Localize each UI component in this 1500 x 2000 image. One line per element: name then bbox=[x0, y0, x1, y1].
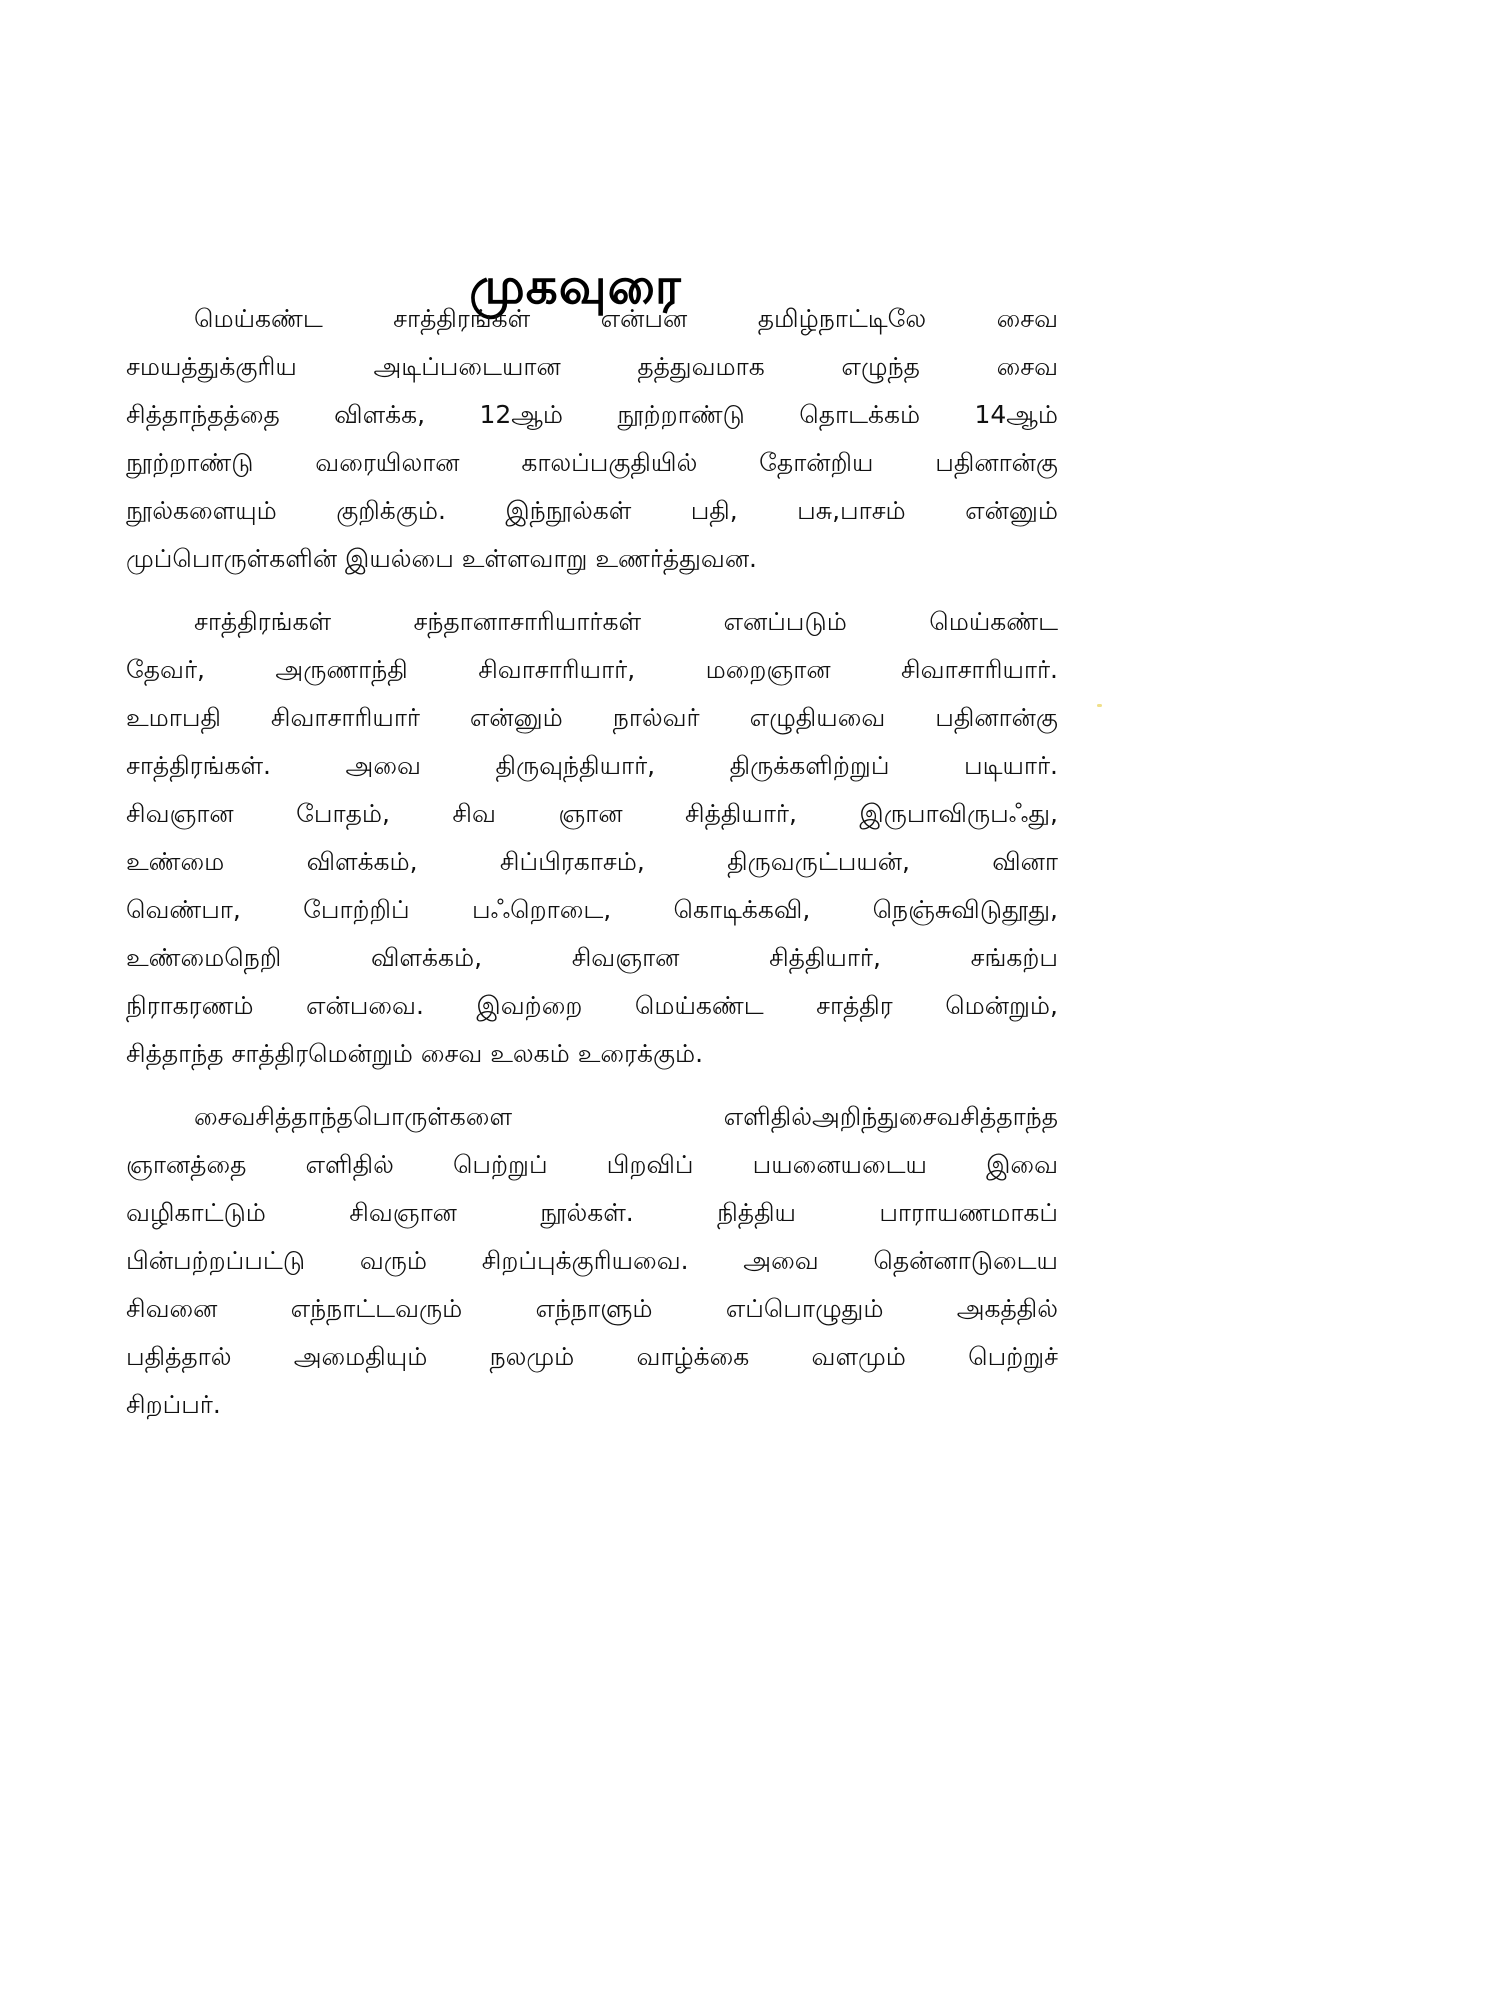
text-line: சித்தாந்த சாத்திரமென்றும் சைவ உலகம் உரைக்கும். bbox=[126, 1039, 704, 1068]
text-line: சாத்திரங்கள். அவை திருவுந்தியார், திருக்களிற்றுப் படியார். bbox=[126, 751, 1058, 780]
page-title: முகவுரை bbox=[469, 256, 682, 315]
text-line: வெண்பா, போற்றிப் பஃறொடை, கொடிக்கவி, நெஞ்சுவிடுதூது, bbox=[126, 895, 1058, 924]
text-line: உமாபதி சிவாசாரியார் என்னும் நால்வர் எழுதியவை பதினான்கு bbox=[126, 703, 1058, 732]
text-line: சமயத்துக்குரிய அடிப்படையான தத்துவமாக எழுந்த சைவ bbox=[126, 352, 1058, 381]
paragraph-1 bbox=[126, 295, 1058, 583]
text-line: மெய்கண்ட சாத்திரங்கள் என்பன தமிழ்நாட்டிலே சைவ bbox=[194, 304, 1058, 333]
paragraph-2 bbox=[126, 598, 1058, 1078]
text-line: முப்பொருள்களின் இயல்பை உள்ளவாறு உணர்த்துவன. bbox=[126, 544, 758, 573]
text-line: ஞானத்தை எளிதில் பெற்றுப் பிறவிப் பயனையடைய இவை bbox=[126, 1150, 1058, 1179]
text-line: சைவசித்தாந்தபொருள்களை எளிதில்அறிந்துசைவசித்தாந்த bbox=[194, 1102, 1058, 1131]
text-line: வழிகாட்டும் சிவஞான நூல்கள். நித்திய பாராயணமாகப் bbox=[126, 1198, 1058, 1227]
text-line: சிறப்பர். bbox=[126, 1390, 221, 1419]
text-line: நூற்றாண்டு வரையிலான காலப்பகுதியில் தோன்றிய பதினான்கு bbox=[126, 448, 1058, 477]
text-line: தேவர், அருணாந்தி சிவாசாரியார், மறைஞான சிவாசாரியார். bbox=[126, 655, 1058, 684]
text-line: உண்மைநெறி விளக்கம், சிவஞான சித்தியார், சங்கற்ப bbox=[126, 943, 1058, 972]
text-line: சாத்திரங்கள் சந்தானாசாரியார்கள் எனப்படும் மெய்கண்ட bbox=[194, 607, 1058, 636]
text-line: நூல்களையும் குறிக்கும். இந்நூல்கள் பதி, பசு,பாசம் என்னும் bbox=[126, 496, 1058, 525]
scan-speck bbox=[1097, 704, 1102, 707]
text-line: பதித்தால் அமைதியும் நலமும் வாழ்க்கை வளமும் பெற்றுச் bbox=[126, 1342, 1058, 1371]
text-line: நிராகரணம் என்பவை. இவற்றை மெய்கண்ட சாத்திர மென்றும், bbox=[126, 991, 1058, 1020]
text-line: சித்தாந்தத்தை விளக்க, 12ஆம் நூற்றாண்டு தொடக்கம் 14ஆம் bbox=[126, 400, 1058, 429]
paragraph-3 bbox=[126, 1093, 1058, 1429]
text-line: பின்பற்றப்பட்டு வரும் சிறப்புக்குரியவை. அவை தென்னாடுடைய bbox=[126, 1246, 1058, 1275]
text-line: சிவஞான போதம், சிவ ஞான சித்தியார், இருபாவிருபஃது, bbox=[126, 799, 1058, 828]
text-line: சிவனை எந்நாட்டவரும் எந்நாளும் எப்பொழுதும் அகத்தில் bbox=[126, 1294, 1058, 1323]
text-line: உண்மை விளக்கம், சிப்பிரகாசம், திருவருட்பயன், வினா bbox=[126, 847, 1058, 876]
